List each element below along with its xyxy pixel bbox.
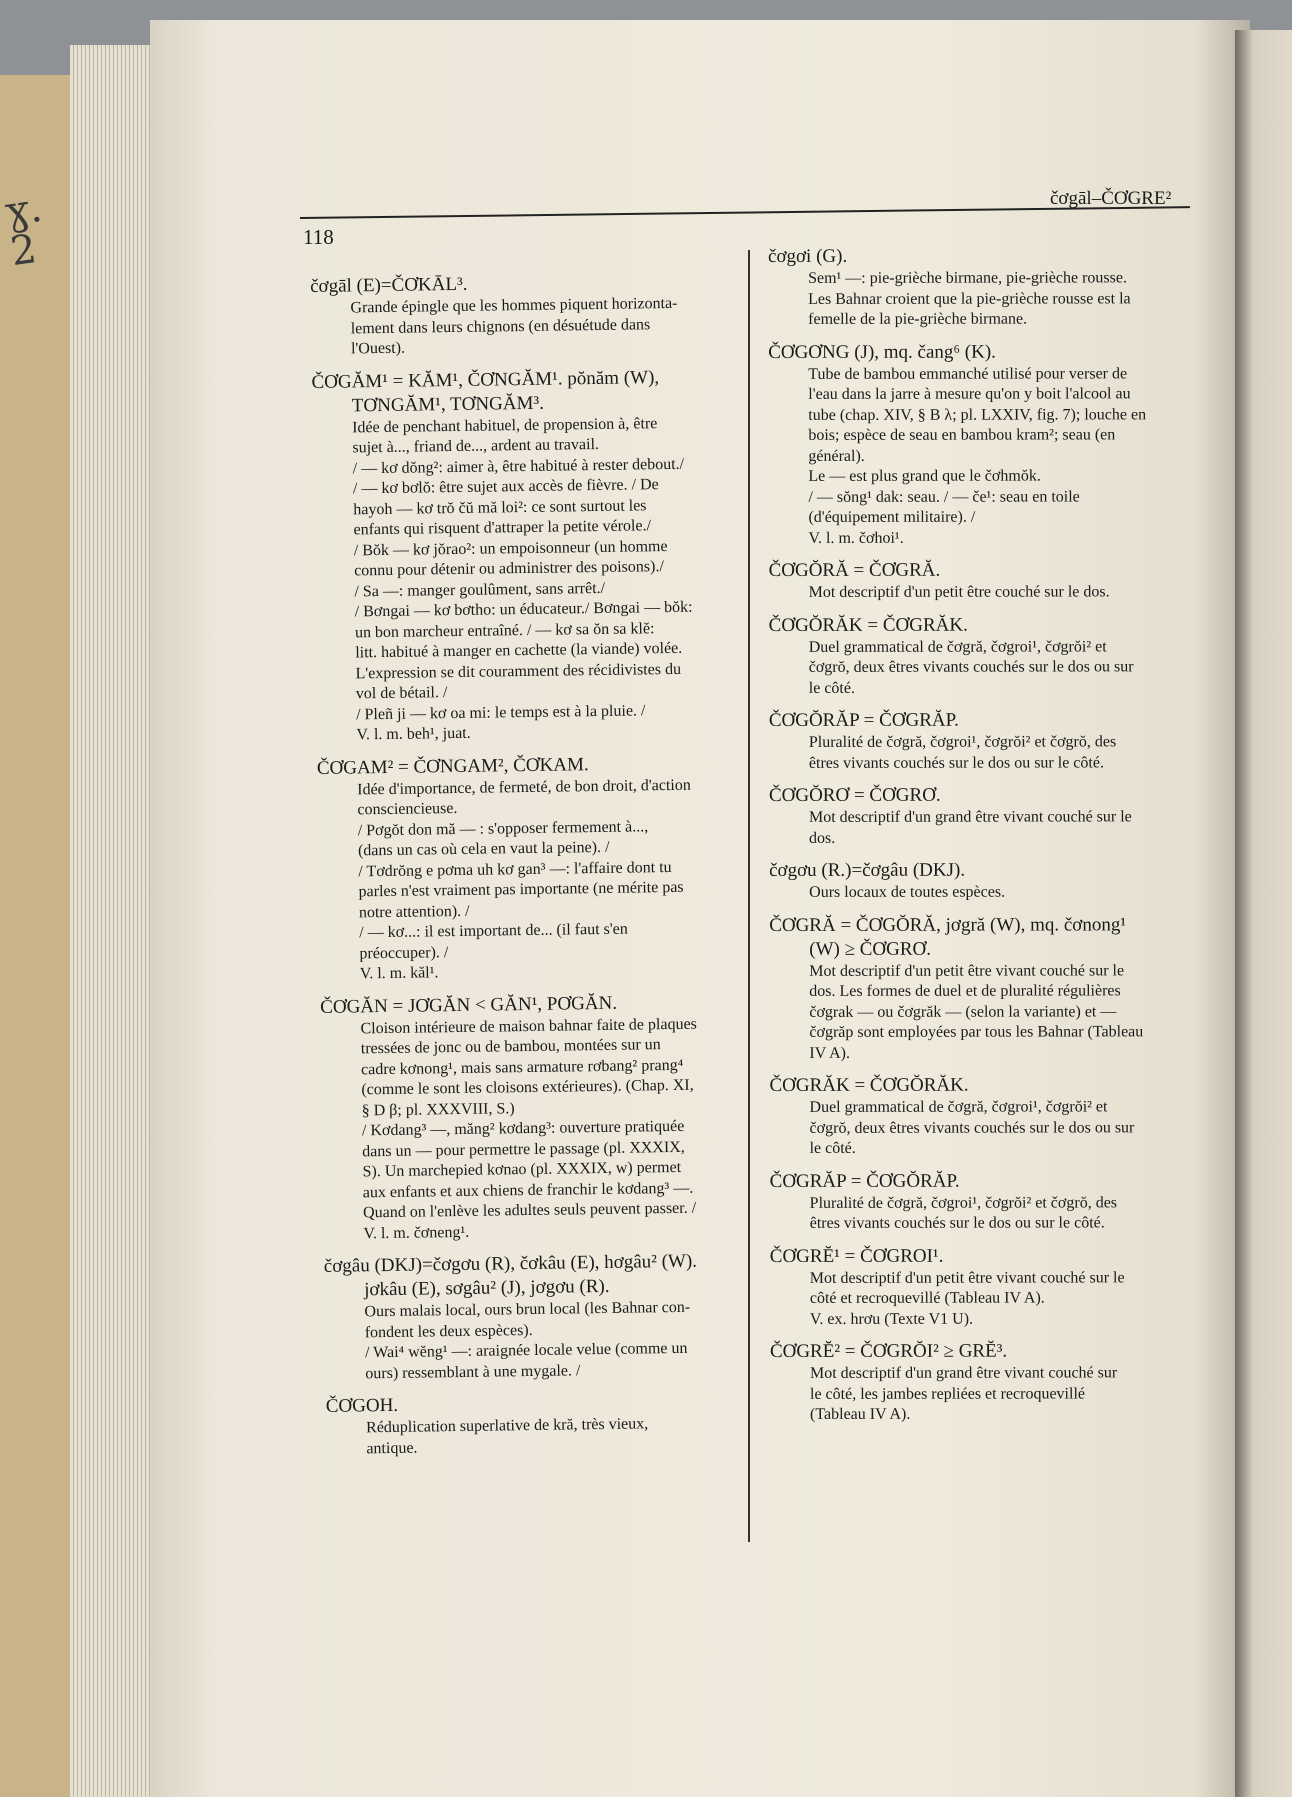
- definition-line: notre attention). /: [358, 902, 470, 921]
- definition-line: Quand on l'enlève les adultes seuls peuvent passer. /: [362, 1199, 697, 1222]
- definition-line: sujet à..., friand de..., ardent au travail.: [352, 435, 600, 457]
- entry-headword-continued: jơkâu (E), sơgâu² (J), jơgơu (R).: [364, 1275, 610, 1301]
- definition-line: V. l. m. kăl¹.: [359, 964, 439, 983]
- definition-line: / — kơ bơlŏ: être sujet aux accès de fièvre. / De: [352, 476, 659, 498]
- definition-line: fondent les deux espèces).: [364, 1321, 533, 1341]
- entry-headword-continued: (W) ≥ ČƠGRƠ.: [809, 938, 932, 960]
- entry-definition: [317, 774, 750, 985]
- entry-definition: [769, 637, 1199, 699]
- definition-line: Pluralité de čơgră, čơgroi¹, čơgrŏi² et čơgrŏ, des: [809, 1193, 1118, 1212]
- definition-line: tube (chap. XIV, § B λ; pl. LXXIV, fig. 7); louche en: [808, 405, 1147, 424]
- definition-line: / — sŏng¹ dak: seau. / — če¹: seau en toile: [808, 487, 1080, 506]
- entry-definition: [769, 961, 1199, 1064]
- definition-line: un bon marcheur entraîné. / — kơ sa ŏn sa klĕ:: [354, 619, 655, 641]
- running-header: čơgāl–ČƠGRE²: [1050, 188, 1172, 209]
- definition-line: général).: [808, 447, 865, 465]
- entry-headword: ČƠGŎRĂ = ČƠGRĂ.: [768, 559, 941, 581]
- dictionary-entry: [769, 858, 1199, 903]
- dictionary-entry: [320, 989, 753, 1244]
- definition-line: tressées de jonc ou de bambou, montées sur un: [360, 1036, 661, 1058]
- definition-line: dans un — pour permettre le passage (pl. XXXIX,: [362, 1138, 685, 1160]
- entry-headword: ČƠGŎRƠ = ČƠGRƠ.: [768, 784, 941, 806]
- definition-line: (d'équipement militaire). /: [808, 508, 976, 526]
- definition-line: IV A).: [809, 1044, 851, 1062]
- entry-definition: [324, 1297, 755, 1385]
- dictionary-entry: [770, 1339, 1200, 1425]
- definition-line: l'eau dans la jarre à mesure qu'on y boit l'alcool au: [808, 385, 1131, 403]
- entry-definition: [769, 582, 1199, 603]
- definition-line: / Kơdang³ —, măng² kơdang³: ouverture pratiquée: [361, 1117, 685, 1140]
- definition-line: / Bŏk — kơ jŏrao²: un empoisonneur (un homme: [353, 537, 668, 559]
- entry-headword-continued: TƠNGĂM¹, TƠNGĂM³.: [351, 392, 545, 416]
- definition-line: čơgrŏ, deux êtres vivants couchés sur le dos ou sur: [808, 658, 1134, 676]
- entry-headword: ČƠGRĂP = ČƠGŎRĂP.: [769, 1170, 960, 1192]
- definition-line: cadre kơnong¹, mais sans armature rơbang² prang⁴: [360, 1056, 684, 1078]
- entry-definition: [326, 1413, 757, 1460]
- definition-line: côté et recroquevillé (Tableau IV A).: [809, 1289, 1045, 1307]
- definition-line: litt. habitué à manger en cachette (la viande) volée.: [355, 639, 683, 662]
- entry-definition: [770, 1363, 1200, 1425]
- definition-line: čơgrŏ, deux êtres vivants couchés sur le dos ou sur: [809, 1118, 1135, 1137]
- left-column: [310, 269, 757, 1470]
- definition-line: antique.: [366, 1439, 418, 1457]
- entry-definition: [769, 882, 1199, 903]
- definition-line: êtres vivants couchés sur le dos ou sur le côté.: [808, 753, 1104, 772]
- entry-headword: čơgâu (DKJ)=čơgơu (R), čơkâu (E), hơgâu² (W).: [323, 1250, 698, 1277]
- definition-line: (comme le sont les cloisons extérieures). (Chap. XI,: [361, 1076, 694, 1099]
- dictionary-entry: [769, 913, 1199, 1064]
- entry-headword: ČƠGƠNG (J), mq. čang⁶ (K).: [768, 341, 996, 363]
- entry-definition: [320, 1013, 753, 1244]
- definition-line: enfants qui risquent d'attraper la petite vérole./: [353, 517, 652, 539]
- dictionary-entry: [769, 708, 1199, 774]
- definition-line: parles n'est vraiment pas importante (ne mérite pas: [358, 878, 684, 901]
- entry-definition: [312, 412, 747, 746]
- dictionary-entry: [310, 269, 741, 360]
- definition-line: / Sa —: manger goulûment, sans arrêt./: [354, 579, 606, 600]
- definition-line: čơgrăp sont employées par tous les Bahnar (Tableau: [809, 1023, 1144, 1041]
- definition-line: Grande épingle que les hommes piquent horizonta-: [350, 294, 678, 317]
- definition-line: V. l. m. čơneng¹.: [363, 1223, 470, 1242]
- dictionary-entry: [326, 1389, 757, 1460]
- definition-line: Cloison intérieure de maison bahnar faite de plaques: [360, 1015, 697, 1037]
- entry-definition: [768, 364, 1198, 549]
- definition-line: Réduplication superlative de kră, très vieux,: [365, 1415, 649, 1437]
- definition-line: préoccuper). /: [359, 943, 449, 962]
- definition-line: / Tơdrŏng e pơma uh kơ gan³ —: l'affaire dont tu: [358, 858, 672, 880]
- definition-line: § D β; pl. XXXVIII, S.): [361, 1099, 515, 1119]
- definition-line: V. l. m. beh¹, juat.: [356, 724, 471, 744]
- definition-line: / Pleñ ji — kơ oa mi: le temps est à la pluie. /: [356, 701, 646, 723]
- definition-line: Le — est plus grand que le čơhmŏk.: [808, 467, 1041, 485]
- entry-headword: ČƠGĂN = JƠGĂN < GĂN¹, PƠGĂN.: [320, 992, 618, 1018]
- definition-line: le côté.: [808, 679, 855, 697]
- definition-line: (dans un cas où cela en vaut la peine). /: [357, 838, 610, 860]
- definition-line: Mot descriptif d'un grand être vivant couché sur: [809, 1364, 1118, 1382]
- definition-line: (Tableau IV A).: [810, 1405, 911, 1423]
- entry-headword: ČƠGRĔ¹ = ČƠGROI¹.: [769, 1245, 944, 1267]
- page-number: 118: [303, 225, 334, 249]
- dictionary-entry: [324, 1249, 756, 1385]
- dictionary-entry: [769, 558, 1199, 603]
- definition-line: / — kơ...: il est important de... (il faut s'en: [359, 920, 628, 942]
- right-column: [768, 244, 1200, 1435]
- entry-headword: ČƠGAM² = ČƠNGAM², ČƠKAM.: [316, 753, 589, 779]
- definition-line: / Pơgŏt don mă — : s'opposer fermement à...,: [357, 817, 649, 839]
- entry-definition: [769, 807, 1199, 849]
- dictionary-entry: [768, 244, 1198, 330]
- entry-headword: ČƠGRĂK = ČƠGŎRĂK.: [769, 1074, 969, 1096]
- dictionary-entry: [311, 364, 746, 746]
- dictionary-entry: [770, 1244, 1200, 1330]
- definition-line: vol de bétail. /: [355, 684, 448, 703]
- definition-line: / Wai⁴ wĕng¹ —: araignée locale velue (comme un: [364, 1339, 688, 1362]
- definition-line: le côté, les jambes repliées et recroquevillé: [809, 1384, 1086, 1403]
- entry-definition: [769, 732, 1199, 774]
- definition-line: Mot descriptif d'un grand être vivant couché sur le: [808, 808, 1132, 826]
- definition-line: le côté.: [809, 1139, 856, 1157]
- dictionary-entry: [769, 783, 1199, 849]
- entry-headword: ČƠGRĂ = ČƠGŎRĂ, jơgră (W), mq. čơnong¹: [769, 913, 1127, 936]
- definition-line: dos.: [809, 829, 836, 847]
- definition-line: l'Ouest).: [350, 339, 406, 358]
- definition-line: V. ex. hrơu (Texte V1 U).: [809, 1310, 974, 1328]
- dictionary-entry: [769, 613, 1199, 699]
- definition-line: Sem¹ —: pie-grièche birmane, pie-grièche rousse.: [808, 269, 1127, 287]
- entry-headword: ČƠGĂM¹ = KĂM¹, ČƠNGĂM¹. pŏnăm (W),: [311, 366, 660, 393]
- definition-line: / — kơ dŏng²: aimer à, être habitué à rester debout./: [352, 455, 685, 477]
- handwritten-note: ɣ. 2: [2, 184, 45, 276]
- definition-line: Duel grammatical de čơgră, čơgroi¹, čơgrŏi² et: [808, 637, 1107, 656]
- entry-definition: [770, 1193, 1200, 1235]
- definition-line: connu pour détenir ou administrer des poisons)./: [354, 558, 664, 580]
- definition-line: Pluralité de čơgră, čơgroi¹, čơgrŏi² et čơgrŏ, des: [808, 733, 1117, 751]
- definition-line: consciencieuse.: [357, 799, 458, 819]
- definition-line: Duel grammatical de čơgră, čơgroi¹, čơgrŏi² et: [809, 1098, 1108, 1116]
- facing-page-edge: [1235, 30, 1292, 1797]
- definition-line: bois; espèce de seau en bambou kram²; seau (en: [808, 426, 1116, 444]
- definition-line: čơgrak — ou čơgrăk — (selon la variante) et —: [809, 1002, 1117, 1021]
- definition-line: Les Bahnar croient que la pie-grièche rousse est la: [808, 289, 1131, 308]
- entry-headword: ČƠGOH.: [325, 1394, 399, 1417]
- definition-line: L'expression se dit couramment des récidivistes du: [355, 660, 682, 682]
- dictionary-entry: [769, 1073, 1199, 1159]
- definition-line: Ours locaux de toutes espèces.: [809, 883, 1006, 901]
- definition-line: Mot descriptif d'un petit être couché sur le dos.: [808, 583, 1110, 601]
- entry-headword: čơgāl (E)=ČƠKĀL³.: [310, 273, 468, 297]
- entry-definition: [768, 268, 1198, 330]
- definition-line: aux enfants et aux chiens de franchir le kơdang³ —.: [362, 1179, 694, 1201]
- entry-headword: ČƠGRĔ² = ČƠGRŎI² ≥ GRĔ³.: [769, 1340, 1008, 1362]
- definition-line: femelle de la pie-grièche birmane.: [808, 310, 1028, 328]
- definition-line: / Bơngai — kơ bơtho: un éducateur./ Bơngai — bŏk:: [354, 598, 693, 621]
- entry-definition: [310, 293, 741, 360]
- entry-definition: [769, 1097, 1199, 1159]
- entry-headword: čơgơu (R.)=čơgâu (DKJ).: [769, 859, 966, 881]
- definition-line: êtres vivants couchés sur le dos ou sur le côté.: [809, 1214, 1105, 1232]
- definition-line: V. l. m. čơhoi¹.: [808, 529, 904, 547]
- entry-definition: [770, 1268, 1200, 1330]
- entry-headword: čơgơi (G).: [768, 245, 848, 267]
- dictionary-entry: [317, 750, 750, 985]
- entry-headword: ČƠGŎRĂP = ČƠGRĂP.: [768, 709, 959, 731]
- dictionary-entry: [770, 1169, 1200, 1235]
- definition-line: Idée d'importance, de fermeté, de bon droit, d'action: [357, 776, 691, 798]
- definition-line: lement dans leurs chignons (en désuétude dans: [350, 315, 651, 337]
- definition-line: Ours malais local, ours brun local (les Bahnar con-: [364, 1298, 691, 1321]
- definition-line: Mot descriptif d'un petit être vivant couché sur le: [809, 1268, 1125, 1287]
- entry-headword: ČƠGŎRĂK = ČƠGRĂK.: [768, 614, 968, 636]
- definition-line: hayoh — kơ trŏ čŭ mă loi²: ce sont surtout les: [353, 496, 647, 518]
- definition-line: Mot descriptif d'un petit être vivant couché sur le: [809, 961, 1125, 980]
- definition-line: ours) ressemblant à une mygale. /: [365, 1361, 581, 1382]
- definition-line: S). Un marchepied kơnao (pl. XXXIX, w) permet: [362, 1158, 682, 1181]
- definition-line: Idée de penchant habituel, de propension à, être: [352, 414, 658, 436]
- definition-line: dos. Les formes de duel et de pluralité régulières: [809, 982, 1121, 1000]
- dictionary-entry: [768, 340, 1198, 549]
- definition-line: Tube de bambou emmanché utilisé pour verser de: [808, 364, 1128, 383]
